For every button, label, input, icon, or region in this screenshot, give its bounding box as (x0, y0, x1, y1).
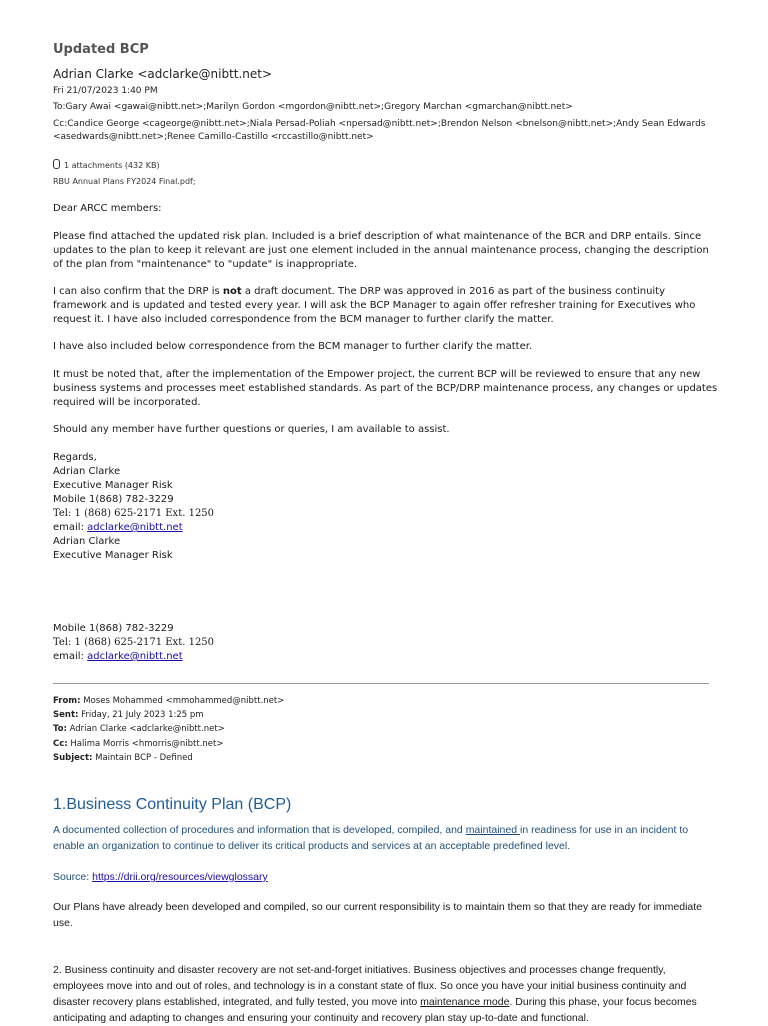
bcp-definition: A documented collection of procedures and information that is developed, compiled, and maintained in readiness for use in an incident to enable an organization to continue to deliver its critical products and services at an acceptable predefined level. (53, 824, 689, 852)
sig-name-2: Adrian Clarke (53, 536, 121, 547)
attachment-file[interactable]: RBU Annual Plans FY2024 Final.pdf; (53, 177, 196, 186)
maintained-link[interactable]: maintained (465, 824, 520, 836)
fwd-cc: Cc: Halima Morris <hmorris@nibtt.net> (53, 739, 224, 749)
sig-email-link-2[interactable]: adclarke@nibtt.net (87, 651, 183, 662)
sig-email: email: adclarke@nibtt.net (53, 522, 183, 533)
body-paragraph-1: Please find attached the updated risk plan. Included is a brief description of what maintenance of the BCR and DRP entails. Since updates to the plan to keep it relevant are just one element included in the annual maintenance process, changing the description of the plan from "maintenance" to "update" is inappropriate. (53, 231, 709, 270)
source-line: Source: https://drii.org/resources/viewglossary (53, 871, 268, 883)
email-cc[interactable] (53, 118, 718, 144)
signature-block (53, 451, 718, 563)
email-cc-line1: Cc:Candice George <cageorge@nibtt.net>;Niala Persad-Poliah <npersad@nibtt.net>;Brendon Nelson <bnelson@nibtt.net>;Andy Sean Edwards (53, 119, 706, 129)
body-paragraph-4: It must be noted that, after the implementation of the Empower project, the current BCP will be reviewed to ensure that any new business systems and processes meet established standards. As part of the BCP/DRP maintenance process, any changes or updates required will be incorporated. (53, 369, 718, 408)
sig-email-link[interactable]: adclarke@nibtt.net (87, 522, 183, 533)
email-to[interactable]: To:Gary Awai <gawai@nibtt.net>;Marilyn Gordon <mgordon@nibtt.net>;Gregory Marchan <gmarchan@nibtt.net> (53, 102, 573, 112)
divider (53, 683, 709, 684)
sig-mobile: Mobile 1(868) 782-3229 (53, 494, 174, 505)
plans-paragraph: Our Plans have already been developed and compiled, so our current responsibility is to maintain them so that they are ready for immediate use. (53, 901, 703, 929)
attachments-summary[interactable]: 1 attachments (432 KB) (53, 159, 160, 170)
paperclip-icon (53, 159, 60, 169)
signature-block-2 (53, 622, 718, 664)
email-cc-line2: <asedwards@nibtt.net>;Renee Camillo-Castillo <rccastillo@nibtt.net> (53, 132, 374, 142)
email-subject: Updated BCP (53, 42, 149, 57)
fwd-to: To: Adrian Clarke <adclarke@nibtt.net> (53, 724, 225, 734)
sig-tel-2: Tel: 1 (868) 625-2171 Ext. 1250 (53, 637, 215, 648)
body-paragraph-5: Should any member have further questions or queries, I am available to assist. (53, 424, 450, 435)
maintenance-mode-link[interactable]: maintenance mode (420, 996, 510, 1008)
body-paragraph-3: I have also included below correspondence from the BCM manager to further clarify the matter. (53, 341, 533, 352)
fwd-from: From: Moses Mohammed <mmohammed@nibtt.net> (53, 696, 285, 706)
section-heading: 1.Business Continuity Plan (BCP) (53, 796, 292, 813)
greeting: Dear ARCC members: (53, 203, 162, 214)
sig-regards: Regards, (53, 452, 97, 463)
email-date: Fri 21/07/2023 1:40 PM (53, 86, 158, 96)
sig-title-2: Executive Manager Risk (53, 550, 173, 561)
body-paragraph-2: I can also confirm that the DRP is not a draft document. The DRP was approved in 2016 as part of the business continuity framework and is updated and tested every year. I will ask the BCP Manager to again offer refresher training for Executives who request it. I have also included correspondence from the BCM manager to further clarify the matter. (53, 286, 696, 325)
paragraph-2: 2. Business continuity and disaster recovery are not set-and-forget initiatives. Business objectives and processes change frequently, employees move into and out of roles, and technology is in a constant state of flux. So once you have your initial business continuity and disaster recovery plans established, integrated, and fully tested, you move into maintenance mode. During this phase, your focus becomes anticipating and adapting to changes and ensuring your continuity and recovery plan stay up-to-date and functional. (53, 964, 697, 1024)
sig-tel: Tel: 1 (868) 625-2171 Ext. 1250 (53, 508, 215, 519)
sig-title: Executive Manager Risk (53, 480, 173, 491)
fwd-sent: Sent: Friday, 21 July 2023 1:25 pm (53, 710, 204, 720)
sig-email-2: email: adclarke@nibtt.net (53, 651, 183, 662)
fwd-subject: Subject: Maintain BCP - Defined (53, 753, 193, 763)
source-link[interactable]: https://drii.org/resources/viewglossary (92, 871, 268, 883)
sig-mobile-2: Mobile 1(868) 782-3229 (53, 623, 174, 634)
sig-name: Adrian Clarke (53, 466, 121, 477)
email-sender[interactable]: Adrian Clarke <adclarke@nibtt.net> (53, 67, 273, 81)
